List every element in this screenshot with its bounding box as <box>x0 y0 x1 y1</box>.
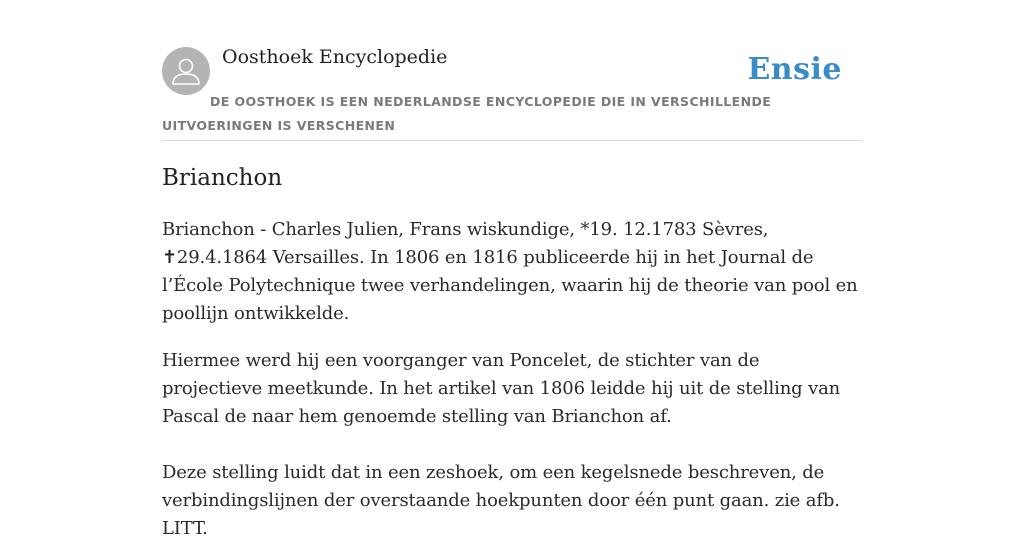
site-header <box>162 46 862 141</box>
article <box>162 162 862 539</box>
site-tagline: DE OOSTHOEK IS EEN NEDERLANDSE ENCYCLOPEDIE DIE IN VERSCHILLENDE UITVOERINGEN IS VERSCHENEN <box>162 94 772 133</box>
user-icon <box>162 47 210 95</box>
avatar[interactable] <box>162 47 210 95</box>
article-title: Brianchon <box>162 165 283 191</box>
brand-logo[interactable]: Ensie <box>747 52 842 87</box>
site-name[interactable]: Oosthoek Encyclopedie <box>222 46 448 68</box>
article-paragraph: Deze stelling luidt dat in een zeshoek, om een kegelsnede beschreven, de verbindingslijnen der overstaande hoekpunten door één punt gaan. zie afb. LITT. <box>162 462 840 539</box>
article-paragraph: Hiermee werd hij een voorganger van Poncelet, de stichter van de projectieve meetkunde. In het artikel van 1806 leidde hij uit de stelling van Pascal de naar hem genoemde stelling van Brianchon af. <box>162 350 841 427</box>
article-paragraph: Brianchon - Charles Julien, Frans wiskundige, *19. 12.1783 Sèvres, ✝29.4.1864 Versailles. In 1806 en 1816 publiceerde hij in het Journal de l’École Polytechnique twee verhandelingen, waarin hij de theorie van pool en poollijn ontwikkelde. <box>162 219 858 324</box>
